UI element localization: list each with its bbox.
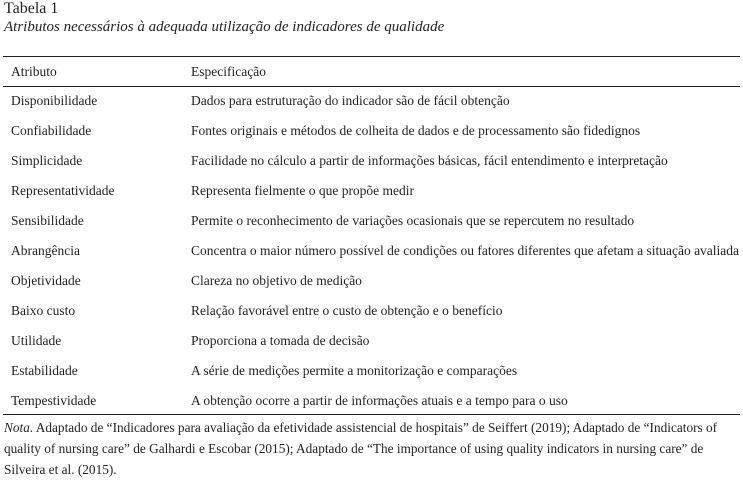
note-lead: Nota. — [4, 420, 34, 435]
cell-especificacao: Concentra o maior número possível de condições ou fatores diferentes que afetam a situação avaliada — [191, 243, 740, 258]
table-row — [3, 236, 740, 266]
cell-especificacao: A série de medições permite a monitorização e comparações — [191, 363, 518, 378]
table-row — [3, 386, 740, 416]
table-title: Atributos necessários à adequada utilização de indicadores de qualidade — [4, 19, 445, 35]
table-row — [3, 146, 740, 176]
cell-especificacao: Relação favorável entre o custo de obtenção e o benefício — [191, 303, 503, 318]
cell-especificacao: Fontes originais e métodos de colheita de dados e de processamento são fidedignos — [191, 123, 641, 138]
cell-especificacao: Facilidade no cálculo a partir de informações básicas, fácil entendimento e interpretação — [191, 153, 668, 168]
table-row — [3, 326, 740, 356]
cell-atributo: Sensibilidade — [11, 213, 84, 228]
cell-atributo: Baixo custo — [11, 303, 76, 318]
cell-especificacao: Clareza no objetivo de medição — [191, 273, 362, 288]
attributes-table — [3, 57, 740, 416]
table-row — [3, 296, 740, 326]
cell-especificacao: A obtenção ocorre a partir de informações atuais e a tempo para o uso — [191, 393, 568, 408]
table-note — [4, 417, 740, 480]
table-row — [3, 266, 740, 296]
cell-atributo: Confiabilidade — [11, 123, 92, 138]
note-text: Adaptado de “Indicadores para avaliação da efetividade assistencial de hospitais” de Seiffert (2019); Adaptado de “Indicators of quality of nursing care” de Galhardi e Escobar (2015); Adaptado de “The importance of using quality indicators in nursing care” de Silveira et al. (2015). — [4, 420, 718, 477]
cell-atributo: Abrangência — [11, 243, 80, 258]
table-row — [3, 116, 740, 146]
cell-atributo: Tempestividade — [11, 393, 97, 408]
cell-especificacao: Dados para estruturação do indicador são de fácil obtenção — [191, 93, 510, 108]
cell-atributo: Utilidade — [11, 333, 62, 348]
cell-especificacao: Representa fielmente o que propõe medir — [191, 183, 415, 198]
cell-especificacao: Proporciona a tomada de decisão — [191, 333, 370, 348]
cell-atributo: Estabilidade — [11, 363, 78, 378]
cell-especificacao: Permite o reconhecimento de variações ocasionais que se repercutem no resultado — [191, 213, 635, 228]
table-row — [3, 356, 740, 386]
header-row — [3, 57, 740, 86]
header-atributo: Atributo — [11, 63, 57, 79]
table-body — [3, 86, 740, 416]
header-especificacao: Especificação — [191, 63, 266, 79]
cell-atributo: Disponibilidade — [11, 93, 98, 108]
table-row — [3, 86, 740, 116]
table-row — [3, 176, 740, 206]
table-row — [3, 206, 740, 236]
cell-atributo: Representatividade — [11, 183, 115, 198]
cell-atributo: Simplicidade — [11, 153, 83, 168]
table-number: Tabela 1 — [4, 0, 59, 17]
cell-atributo: Objetividade — [11, 273, 81, 288]
